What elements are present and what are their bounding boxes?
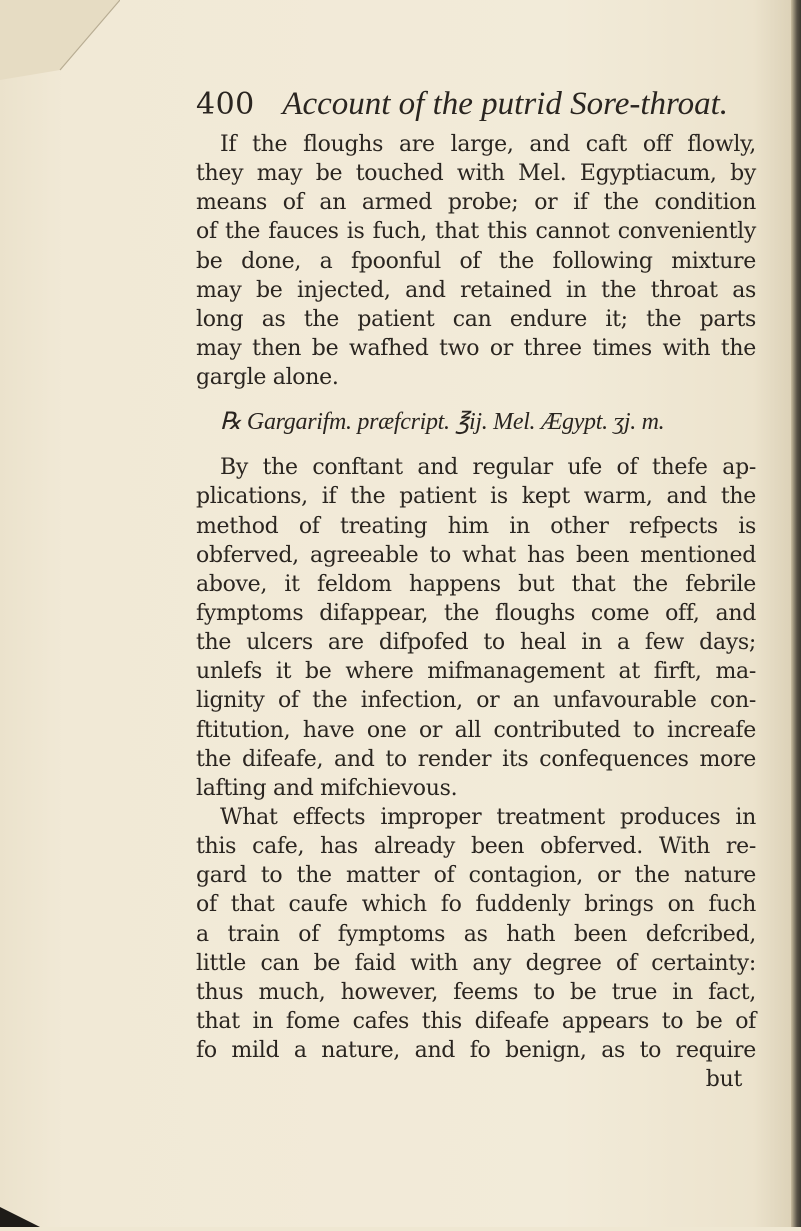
text-line: long as the patient can endure it; the parts	[196, 306, 756, 332]
text-line: gargle alone.	[196, 365, 339, 391]
text-line: little can be faid with any degree of certainty:	[196, 950, 756, 976]
running-title: Account of the putrid Sore-throat.	[282, 86, 729, 122]
text-line: lignity of the infection, or an unfavourable con-	[196, 688, 756, 714]
page-corner-fold	[0, 0, 120, 80]
text-line: unlefs it be where mifmanagement at firft, ma-	[196, 659, 756, 685]
running-header	[196, 84, 756, 124]
text-line: What effects improper treatment produces in	[220, 804, 756, 830]
text-line: the ulcers are difpofed to heal in a few days;	[196, 630, 756, 656]
text-line: that in fome cafes this difeafe appears to be of	[196, 1008, 756, 1034]
text-line: means of an armed probe; or if the condition	[196, 190, 756, 216]
text-line: thus much, however, feems to be true in fact,	[196, 979, 756, 1005]
text-line: be done, a fpoonful of the following mixture	[196, 248, 756, 274]
paragraph-3	[196, 803, 756, 1065]
text-line: ftitution, have one or all contributed to increafe	[196, 717, 756, 743]
page-binding-edge	[791, 0, 801, 1227]
text-line: If the floughs are large, and caft off flowly,	[220, 132, 756, 157]
text-line: may then be wafhed two or three times with the	[196, 335, 756, 361]
text-line: this cafe, has already been obferved. With re-	[196, 834, 756, 860]
text-line: the difeafe, and to render its confequences more	[196, 746, 756, 772]
text-line: By the conftant and regular ufe of thefe ap-	[220, 455, 756, 481]
text-line: plications, if the patient is kept warm, and the	[196, 484, 756, 510]
paragraph-1	[196, 130, 756, 392]
text-line: fo mild a nature, and fo benign, as to require	[196, 1038, 756, 1064]
text-line: method of treating him in other refpects is	[196, 513, 756, 539]
text-line: lafting and mifchievous.	[196, 775, 458, 801]
text-line: a train of fymptoms as hath been defcribed,	[196, 921, 756, 947]
paragraph-2	[196, 453, 756, 803]
text-line: may be injected, and retained in the throat as	[196, 277, 756, 303]
text-line: they may be touched with Mel. Egyptiacum, by	[196, 161, 756, 187]
page-bottom-corner	[0, 1197, 40, 1227]
text-line: obferved, agreeable to what has been mentioned	[196, 542, 756, 568]
body-text	[196, 130, 756, 1094]
catchword: but	[705, 1067, 742, 1093]
prescription-formula: ℞ Gargarifm. præfcript. ℥ij. Mel. Ægypt. ʒj. m.	[220, 409, 665, 436]
text-line: gard to the matter of contagion, or the nature	[196, 863, 756, 889]
text-line: of the fauces is fuch, that this cannot conveniently	[196, 219, 756, 245]
text-line: fymptoms difappear, the floughs come off, and	[196, 600, 756, 626]
page-number: 400	[196, 87, 255, 122]
text-line: of that caufe which fo fuddenly brings on fuch	[196, 892, 756, 918]
text-line: above, it feldom happens but that the febrile	[196, 571, 756, 597]
